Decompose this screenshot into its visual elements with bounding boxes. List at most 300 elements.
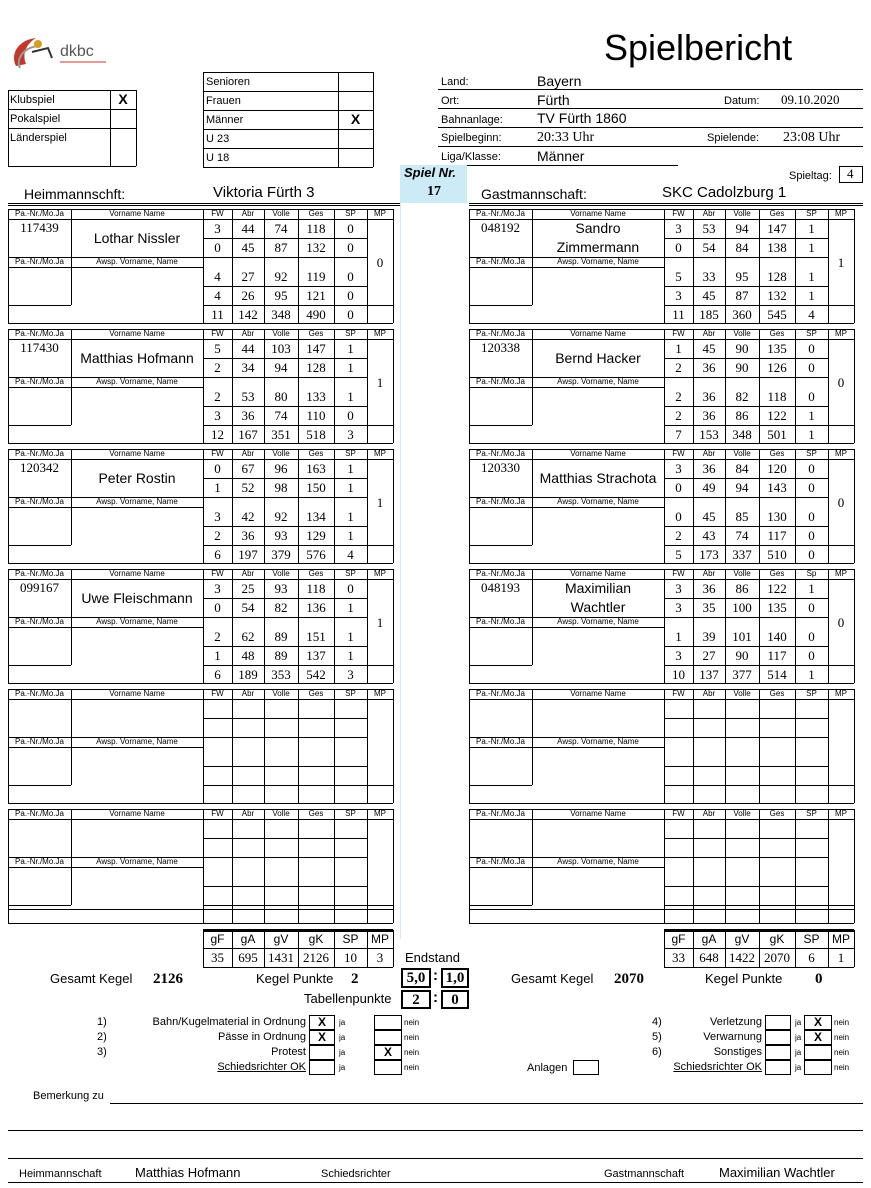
h-rule (828, 579, 854, 580)
left-check-nein-box[interactable] (374, 1060, 402, 1075)
h-rule (8, 923, 393, 924)
home-col-fw-header: FW (211, 689, 224, 698)
guest-totals-header: gK (769, 932, 785, 946)
v-rule (532, 689, 533, 785)
home-cell-abr: 67 (241, 461, 255, 476)
h-rule (203, 598, 367, 599)
footer-heim-name: Matthias Hofmann (135, 1165, 241, 1180)
home-cell-volle: 87 (274, 240, 288, 255)
h-rule (8, 857, 203, 858)
guest-col-fw-header: FW (672, 689, 685, 698)
v-rule (393, 689, 394, 803)
h-rule (469, 323, 854, 324)
home-col-name-header: Vorname Name (109, 449, 165, 458)
h-rule (828, 219, 854, 220)
guest-total-volle: 337 (732, 547, 752, 562)
home-col-fw-header: FW (211, 569, 224, 578)
home-col-mp-header: MP (374, 329, 386, 338)
home-total-ges: 490 (306, 307, 326, 322)
home-cell-sp: 1 (347, 480, 354, 495)
v-rule (71, 209, 72, 305)
home-cell-abr: 48 (241, 648, 255, 663)
match-type-checkbox[interactable]: X (118, 91, 128, 107)
home-col-abr-header: Abr (241, 329, 255, 338)
home-cell-abr: 27 (241, 269, 255, 284)
home-player-pnr: 117430 (20, 340, 59, 355)
guest-cell-sp: 1 (808, 240, 815, 255)
guest-col-abr-header: Abr (702, 329, 716, 338)
guest-cell-ges: 118 (767, 389, 787, 404)
v-rule (759, 809, 760, 923)
guest-col-abr-header: Abr (702, 449, 716, 458)
home-col-pnr-header: Pa.-Nr./Mo.Ja (15, 209, 64, 218)
home-col-pnr-header: Pa.-Nr./Mo.Ja (15, 449, 64, 458)
v-rule (759, 689, 760, 803)
h-rule (664, 838, 828, 839)
h-rule (8, 209, 393, 210)
v-rule (71, 569, 72, 665)
home-col-ges-header: Ges (308, 209, 324, 218)
home-cell-fw: 0 (214, 461, 221, 476)
v-rule (393, 930, 394, 967)
right-check-ja-box[interactable] (765, 1030, 791, 1045)
guest-total-volle: 377 (732, 667, 752, 682)
right-ja-label: ja (795, 1063, 802, 1072)
right-check-ja-box[interactable] (765, 1060, 791, 1075)
category-checkbox[interactable]: X (350, 111, 361, 127)
h-rule (203, 526, 367, 527)
guest-cell-ges: 128 (767, 269, 787, 284)
guest-col-name-header: Vorname Name (570, 209, 626, 218)
guest-col-mp-header: MP (835, 689, 847, 698)
home-totals-value: 1431 (268, 950, 294, 965)
guest-total-abr: 153 (699, 427, 719, 442)
home-cell-volle: 96 (274, 461, 288, 476)
home-cell-ges: 163 (306, 461, 326, 476)
home-col-mp-header: MP (374, 809, 386, 818)
left-check-ja-box[interactable] (309, 1045, 335, 1060)
home-cell-sp: 1 (347, 629, 354, 644)
h-rule (8, 665, 71, 666)
guest-col-awsp-header: Awsp. Vorname, Name (557, 377, 639, 386)
h-rule (8, 563, 393, 564)
guest-cell-abr: 27 (702, 648, 716, 663)
home-cell-volle: 94 (274, 360, 288, 375)
v-rule (373, 72, 374, 167)
home-kegel-punkte-label: Kegel Punkte (256, 971, 334, 986)
home-player-mp: 0 (376, 255, 384, 270)
home-cell-volle: 74 (274, 408, 288, 423)
home-col-name-header: Vorname Name (109, 209, 165, 218)
home-col-mp-header: MP (374, 569, 386, 578)
h-rule (664, 598, 828, 599)
v-rule (110, 90, 111, 166)
home-cell-volle: 93 (274, 528, 288, 543)
h-rule (8, 90, 136, 91)
h-rule (664, 358, 828, 359)
guest-col-awsp-header: Awsp. Vorname, Name (557, 737, 639, 746)
home-player-name: Peter Rostin (98, 470, 176, 486)
guest-col-sp-header: SP (806, 329, 817, 338)
home-totals-value: 3 (376, 950, 384, 965)
v-rule (8, 689, 9, 803)
guest-total-fw: 11 (672, 307, 685, 322)
category-label: Senioren (206, 76, 251, 88)
guest-totals-header: gA (701, 932, 717, 946)
guest-col-mp-header: MP (835, 329, 847, 338)
right-check-ja-box[interactable] (765, 1015, 791, 1030)
guest-col-abr-header: Abr (702, 209, 716, 218)
guest-player-pnr: 120330 (481, 460, 520, 475)
home-cell-sp: 1 (347, 509, 354, 524)
v-rule (532, 329, 533, 425)
h-rule (469, 923, 854, 924)
v-rule (338, 72, 339, 167)
guest-cell-sp: 0 (808, 648, 815, 663)
left-check-ja-box[interactable] (309, 1060, 335, 1075)
guest-totals-value: 648 (699, 950, 719, 965)
v-rule (854, 329, 855, 443)
home-col-pnr-header: Pa.-Nr./Mo.Ja (15, 857, 64, 866)
h-rule (469, 747, 664, 748)
left-check-label: Schiedsrichter OK (217, 1061, 306, 1073)
h-rule (469, 507, 664, 508)
guest-col-awsp-header: Awsp. Vorname, Name (557, 257, 639, 266)
v-rule (693, 809, 694, 923)
h-rule (469, 443, 854, 444)
v-rule (393, 209, 394, 323)
home-cell-fw: 3 (214, 221, 221, 236)
right-check-nein-box[interactable] (804, 1060, 832, 1075)
category-label: U 23 (206, 133, 230, 145)
guest-cell-volle: 95 (735, 269, 749, 284)
v-rule (8, 90, 9, 166)
guest-cell-fw: 0 (675, 509, 682, 524)
h-rule (8, 909, 393, 910)
guest-player-pnr: 120338 (481, 340, 520, 355)
guest-cell-abr: 49 (702, 480, 716, 495)
h-rule (469, 329, 854, 330)
guest-cell-sp: 1 (808, 408, 815, 423)
h-rule (8, 128, 136, 129)
footer-gast-name: Maximilian Wachtler (719, 1165, 835, 1180)
h-rule (8, 809, 393, 810)
v-rule (298, 809, 299, 923)
home-cell-abr: 36 (241, 528, 255, 543)
home-cell-fw: 3 (214, 581, 221, 596)
guest-col-pnr-header: Pa.-Nr./Mo.Ja (476, 329, 525, 338)
h-rule (828, 339, 854, 340)
home-total-fw: 11 (211, 307, 224, 322)
guest-totals-header: MP (832, 932, 850, 946)
h-rule (367, 699, 393, 700)
h-rule (664, 377, 828, 378)
home-cell-sp: 0 (347, 221, 354, 236)
h-rule (664, 886, 828, 887)
anlagen-box[interactable] (573, 1060, 599, 1075)
anlagen-label: Anlagen (527, 1062, 568, 1074)
home-col-abr-header: Abr (241, 809, 255, 818)
home-col-awsp-header: Awsp. Vorname, Name (96, 257, 178, 266)
v-rule (232, 809, 233, 923)
h-rule (664, 257, 828, 258)
home-cell-volle: 89 (274, 648, 288, 663)
left-check-ja-mark: X (317, 1030, 326, 1044)
guest-cell-ges: 122 (767, 581, 787, 596)
guest-cell-fw: 3 (675, 581, 682, 596)
h-rule (664, 646, 828, 647)
home-cell-ges: 137 (306, 648, 326, 663)
guest-total-ges: 514 (767, 667, 787, 682)
guest-cell-abr: 43 (702, 528, 716, 543)
v-rule (8, 809, 9, 923)
home-cell-ges: 118 (306, 581, 326, 596)
home-cell-fw: 4 (214, 288, 221, 303)
home-total-abr: 167 (238, 427, 258, 442)
v-rule (334, 809, 335, 923)
guest-cell-abr: 35 (702, 600, 716, 615)
guest-cell-abr: 53 (702, 221, 716, 236)
guest-cell-fw: 3 (675, 221, 682, 236)
guest-gesamt-value: 2070 (614, 971, 644, 987)
home-cell-sp: 1 (347, 600, 354, 615)
home-col-volle-header: Volle (272, 809, 290, 818)
guest-cell-volle: 84 (735, 240, 749, 255)
guest-col-ges-header: Ges (769, 329, 785, 338)
guest-cell-fw: 2 (675, 360, 682, 375)
guest-col-awsp-header: Awsp. Vorname, Name (557, 617, 639, 626)
guest-cell-volle: 84 (735, 461, 749, 476)
h-rule (203, 110, 373, 111)
tabellenpunkte-label: Tabellenpunkte (304, 991, 392, 1006)
h-rule (8, 617, 203, 618)
h-rule (8, 905, 71, 906)
left-check-nein-box[interactable] (374, 1030, 402, 1045)
guest-cell-abr: 45 (702, 288, 716, 303)
h-rule (8, 803, 393, 804)
home-player-mp: 1 (376, 495, 384, 510)
category-label: Männer (206, 114, 244, 126)
h-rule (8, 867, 203, 868)
guest-cell-volle: 82 (735, 389, 749, 404)
h-rule (8, 377, 203, 378)
h-rule (469, 425, 532, 426)
home-player-name: Lothar Nissler (93, 230, 181, 246)
right-check-nein-mark: X (813, 1030, 822, 1044)
guest-cell-sp: 0 (808, 461, 815, 476)
home-label: Heimmannschft: (24, 186, 126, 202)
home-player-mp: 1 (376, 375, 384, 390)
h-rule (8, 689, 393, 690)
h-rule (8, 109, 136, 110)
home-cell-abr: 44 (241, 221, 255, 236)
right-nein-label: nein (834, 1063, 850, 1072)
home-col-sp-header: SP (345, 809, 356, 818)
h-rule (8, 387, 203, 388)
home-col-fw-header: FW (211, 209, 224, 218)
home-cell-abr: 45 (241, 240, 255, 255)
right-check-num: 6) (652, 1046, 662, 1058)
home-cell-fw: 3 (214, 408, 221, 423)
score-home: 5,0 (406, 970, 426, 986)
home-col-awsp-header: Awsp. Vorname, Name (96, 617, 178, 626)
guest-col-ges-header: Ges (769, 689, 785, 698)
home-cell-ges: 128 (306, 360, 326, 375)
home-cell-fw: 1 (214, 480, 221, 495)
liga-label: Liga/Klasse: (441, 151, 501, 163)
v-rule (334, 689, 335, 803)
h-rule (469, 617, 664, 618)
left-nein-label: nein (404, 1018, 420, 1027)
guest-col-mp-header: MP (835, 809, 847, 818)
v-rule (393, 449, 394, 563)
v-rule (854, 569, 855, 683)
v-rule (367, 689, 368, 803)
right-check-nein-box[interactable] (804, 1045, 832, 1060)
h-rule (8, 627, 203, 628)
home-cell-ges: 151 (306, 629, 326, 644)
guest-cell-ges: 126 (767, 360, 787, 375)
h-rule (367, 459, 393, 460)
home-total-ges: 518 (306, 427, 326, 442)
home-cell-ges: 147 (306, 341, 326, 356)
guest-col-abr-header: Abr (702, 689, 716, 698)
guest-col-pnr-header: Pa.-Nr./Mo.Ja (476, 809, 525, 818)
right-check-nein-mark: X (813, 1015, 822, 1029)
h-rule (828, 819, 854, 820)
home-cell-volle: 89 (274, 629, 288, 644)
home-player-name: Matthias Hofmann (80, 350, 194, 366)
left-check-label: Bahn/Kugelmaterial in Ordnung (152, 1016, 306, 1028)
home-cell-volle: 92 (274, 509, 288, 524)
category-label: Frauen (206, 95, 241, 107)
guest-cell-sp: 0 (808, 389, 815, 404)
right-nein-label: nein (834, 1018, 850, 1027)
guest-col-awsp-header: Awsp. Vorname, Name (557, 497, 639, 506)
h-rule (469, 627, 664, 628)
home-col-sp-header: SP (345, 689, 356, 698)
home-col-awsp-header: Awsp. Vorname, Name (96, 857, 178, 866)
guest-cell-fw: 3 (675, 288, 682, 303)
right-check-ja-box[interactable] (765, 1045, 791, 1060)
spiel-nr-label: Spiel Nr. (404, 165, 457, 180)
right-ja-label: ja (795, 1033, 802, 1042)
left-check-label: Protest (271, 1046, 306, 1058)
right-check-num: 5) (652, 1031, 662, 1043)
guest-cell-fw: 1 (675, 341, 682, 356)
h-rule (664, 699, 828, 700)
h-rule (8, 166, 136, 167)
guest-col-sp-header: SP (806, 689, 817, 698)
home-cell-volle: 80 (274, 389, 288, 404)
guest-col-name-header: Vorname Name (570, 809, 626, 818)
home-cell-volle: 95 (274, 288, 288, 303)
home-player-name: Uwe Fleischmann (81, 590, 193, 606)
v-rule (469, 689, 470, 803)
guest-cell-fw: 2 (675, 408, 682, 423)
right-check-num: 4) (652, 1016, 662, 1028)
h-rule (203, 459, 367, 460)
h-rule (203, 819, 367, 820)
home-cell-abr: 52 (241, 480, 255, 495)
guest-col-mp-header: MP (835, 449, 847, 458)
guest-total-sp: 0 (808, 547, 815, 562)
guest-col-volle-header: Volle (733, 449, 751, 458)
guest-cell-volle: 90 (735, 648, 749, 663)
home-cell-fw: 5 (214, 341, 221, 356)
land-label: Land: (441, 76, 469, 88)
home-col-mp-header: MP (374, 689, 386, 698)
home-cell-ges: 133 (306, 389, 326, 404)
h-rule (8, 747, 203, 748)
h-rule (8, 683, 393, 684)
v-rule (854, 930, 855, 967)
home-totals-header: gV (273, 932, 289, 946)
ort-label: Ort: (441, 95, 460, 107)
guest-player-pnr: 048192 (481, 220, 520, 235)
guest-cell-volle: 94 (735, 480, 749, 495)
h-rule (203, 838, 367, 839)
home-col-name-header: Vorname Name (109, 809, 165, 818)
h-rule (203, 857, 367, 858)
home-col-sp-header: SP (345, 569, 356, 578)
guest-cell-ges: 120 (767, 461, 787, 476)
left-nein-label: nein (404, 1033, 420, 1042)
guest-player-name-last: Zimmermann (556, 239, 640, 255)
h-rule (8, 257, 203, 258)
v-rule (693, 689, 694, 803)
home-cell-volle: 93 (274, 581, 288, 596)
home-cell-ges: 119 (306, 269, 326, 284)
guest-cell-abr: 39 (702, 629, 716, 644)
h-rule (469, 377, 664, 378)
h-rule (469, 387, 664, 388)
home-cell-ges: 121 (306, 288, 326, 303)
home-total-fw: 12 (211, 427, 224, 442)
guest-cell-ges: 138 (767, 240, 787, 255)
home-cell-abr: 44 (241, 341, 255, 356)
spieltag-label: Spieltag: (789, 170, 832, 182)
guest-cell-abr: 45 (702, 509, 716, 524)
guest-col-sp-header: SP (806, 449, 817, 458)
home-col-sp-header: SP (345, 449, 356, 458)
left-check-nein-box[interactable] (374, 1015, 402, 1030)
right-ja-label: ja (795, 1048, 802, 1057)
guest-cell-fw: 1 (675, 629, 682, 644)
guest-total-ges: 545 (767, 307, 787, 322)
match-type-label: Klubspiel (10, 94, 55, 106)
home-cell-volle: 103 (271, 341, 291, 356)
home-totals-header: SP (342, 932, 359, 946)
h-rule (203, 766, 367, 767)
v-rule (854, 449, 855, 563)
home-col-volle-header: Volle (272, 329, 290, 338)
h-rule (469, 689, 854, 690)
guest-total-abr: 137 (699, 667, 719, 682)
home-player-pnr: 120342 (20, 460, 59, 475)
home-col-pnr-header: Pa.-Nr./Mo.Ja (15, 737, 64, 746)
right-nein-label: nein (834, 1048, 850, 1057)
home-cell-ges: 136 (306, 600, 326, 615)
h-rule (8, 443, 393, 444)
guest-cell-sp: 1 (808, 581, 815, 596)
h-rule (8, 449, 393, 450)
home-col-volle-header: Volle (272, 689, 290, 698)
h-rule (203, 406, 367, 407)
guest-label: Gastmannschaft: (481, 186, 587, 202)
match-type-label: Länderspiel (10, 132, 67, 144)
guest-col-ges-header: Ges (769, 569, 785, 578)
